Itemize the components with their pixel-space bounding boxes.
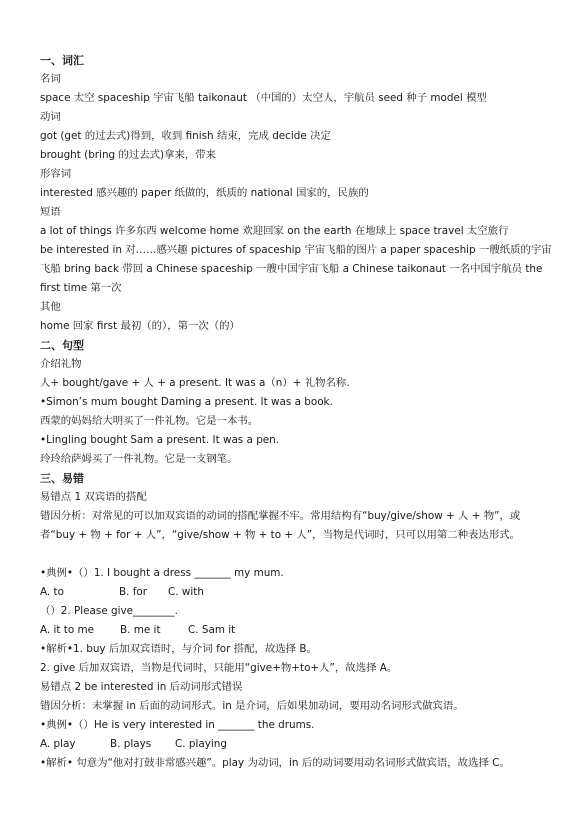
error-point-1-analysis: 错因分析：对常见的可以加双宾语的动词的搭配掌握不牢。常用结构有“buy/give/show + 人 + 物”，或者“buy + 物 + for + 人”，“give/show + 物 + to + 人”，当物是代词时，只可以用第二种表达形式。 xyxy=(40,510,521,542)
q3-option-a: A. play xyxy=(40,738,76,750)
q2-option-a: A. it to me xyxy=(40,624,95,636)
phrase-line-2: be interested in 对……感兴趣 pictures of spaceship 宇宙飞船的图片 a paper spaceship 一艘纸质的宇宙飞船 bring back 带回 a Chinese spaceship 一艘中国宇宙飞船 a Chinese taikonaut 一名中国宇航员 the first time 第一次 xyxy=(40,244,552,295)
q1-option-a: A. to xyxy=(40,586,64,598)
verb-label: 动词 xyxy=(40,111,61,123)
error-point-2-analysis: 错因分析：未掌握 in 后面的动词形式。in 是介词，后如果加动词，要用动名词形式做宾语。 xyxy=(40,700,464,712)
example-2-english: •Lingling bought Sam a present. It was a pen. xyxy=(40,434,280,446)
sentence-pattern: 人+ bought/gave + 人 + a present. It was a（n）+ 礼物名称. xyxy=(40,377,350,389)
other-label: 其他 xyxy=(40,301,61,313)
example-2-chinese: 玲玲给萨姆买了一件礼物。它是一支钢笔。 xyxy=(40,453,238,465)
adjective-line: interested 感兴趣的 paper 纸做的，纸质的 national 国家的，民族的 xyxy=(40,187,369,199)
example-1-english: •Simon’s mum bought Daming a present. It was a book. xyxy=(40,396,333,408)
other-line: home 回家 first 最初（的），第一次（的） xyxy=(40,320,240,332)
sentence-subtitle: 介绍礼物 xyxy=(40,358,82,370)
q3-option-b: B. plays xyxy=(110,738,152,750)
answer-2: 2. give 后加双宾语，当物是代词时，只能用“give+物+to+人”，故选择 A。 xyxy=(40,662,398,674)
answer-1: •解析•1. buy 后加双宾语时，与介词 for 搭配，故选择 B。 xyxy=(40,643,317,655)
adjective-label: 形容词 xyxy=(40,168,72,180)
phrase-label: 短语 xyxy=(40,206,61,218)
q3-option-c: C. playing xyxy=(175,738,227,750)
q1-option-b: B. for xyxy=(119,586,148,598)
example-1-chinese: 西蒙的妈妈给大明买了一件礼物。它是一本书。 xyxy=(40,415,259,427)
section-sentence-title: 二、句型 xyxy=(40,339,84,352)
error-point-1-title: 易错点 1 双宾语的搭配 xyxy=(40,491,147,503)
q2-option-c: C. Sam it xyxy=(188,624,236,636)
phrase-line-1: a lot of things 许多东西 welcome home 欢迎回家 on the earth 在地球上 space travel 太空旅行 xyxy=(40,225,509,237)
verb-line-1: got (get 的过去式)得到，收到 finish 结束，完成 decide 决定 xyxy=(40,130,331,142)
section-errors-title: 三、易错 xyxy=(40,472,84,485)
answer-3: •解析• 句意为“他对打鼓非常感兴趣”。play 为动词，in 后的动词要用动名词形式做宾语，故选择 C。 xyxy=(40,757,510,769)
q1-option-c: C. with xyxy=(168,586,204,598)
question-3: •典例•（）He is very interested in _______ the drums. xyxy=(40,719,315,731)
verb-line-2: brought (bring 的过去式)拿来，带来 xyxy=(40,149,217,161)
question-2: （）2. Please give________. xyxy=(40,605,178,617)
error-point-2-title: 易错点 2 be interested in 后动词形式错误 xyxy=(40,681,243,693)
noun-label: 名词 xyxy=(40,73,61,85)
q2-option-b: B. me it xyxy=(120,624,161,636)
noun-line: space 太空 spaceship 宇宙飞船 taikonaut （中国的）太空人，宇航员 seed 种子 model 模型 xyxy=(40,92,487,104)
question-1: •典例•（）1. I bought a dress _______ my mum. xyxy=(40,567,284,579)
section-vocabulary-title: 一、词汇 xyxy=(40,54,84,67)
